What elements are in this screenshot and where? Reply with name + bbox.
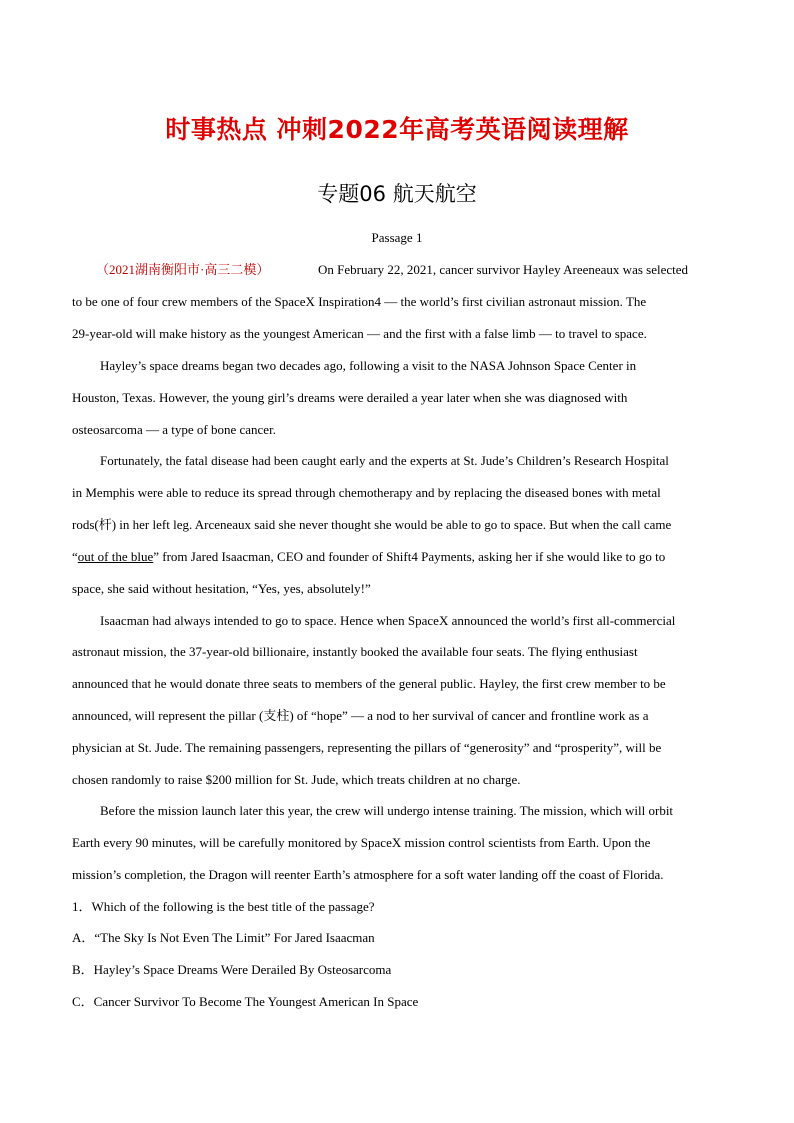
paragraph-3-line-1: Fortunately, the fatal disease had been caught early and the experts at St. Jude’s Children’s Research Hospital (100, 453, 669, 468)
paragraph-3-line-5: space, she said without hesitation, “Yes, yes, absolutely!” (72, 581, 371, 596)
source-tag: （2021湖南衡阳市·高三二模） (96, 262, 270, 277)
paragraph-3-line-4 (72, 549, 665, 565)
quote-rest: ” from Jared Isaacman, CEO and founder of Shift4 Payments, asking her if she would like to go to (153, 549, 666, 564)
underlined-phrase: out of the blue (77, 549, 154, 564)
paragraph-1-line-3: 29-year-old will make history as the youngest American — and the first with a false limb — to travel to space. (72, 326, 647, 341)
paragraph-4-line-1: Isaacman had always intended to go to space. Hence when SpaceX announced the world’s first all-commercial (100, 613, 676, 628)
paragraph-5-line-2: Earth every 90 minutes, will be carefully monitored by SpaceX mission control scientists from Earth. Upon the (72, 835, 651, 850)
paragraph-2-line-1: Hayley’s space dreams began two decades ago, following a visit to the NASA Johnson Space Center in (100, 358, 637, 373)
question-stem: 1．Which of the following is the best title of the passage? (72, 899, 375, 914)
paragraph-2-line-2: Houston, Texas. However, the young girl’s dreams were derailed a year later when she was diagnosed with (72, 390, 628, 405)
topic-subtitle: 专题06 航天航空 (317, 182, 477, 206)
option-b[interactable]: B．Hayley’s Space Dreams Were Derailed By Osteosarcoma (72, 962, 392, 977)
document-title: 时事热点 冲刺2022年高考英语阅读理解 (165, 115, 629, 144)
paragraph-3-line-3: rods(杆) in her left leg. Arceneaux said she never thought she would be able to go to space. But when the call came (72, 517, 672, 532)
paragraph-4-line-5: physician at St. Jude. The remaining passengers, representing the pillars of “generosity” and “prosperity”, will be (72, 740, 662, 755)
paragraph-5-line-3: mission’s completion, the Dragon will reenter Earth’s atmosphere for a soft water landing off the coast of Florida. (72, 867, 664, 882)
paragraph-5-line-1: Before the mission launch later this year, the crew will undergo intense training. The mission, which will orbit (100, 803, 674, 818)
paragraph-4-line-3: announced that he would donate three seats to members of the general public. Hayley, the first crew member to be (72, 676, 666, 691)
paragraph-3-line-2: in Memphis were able to reduce its spread through chemotherapy and by replacing the diseased bones with metal (72, 485, 661, 500)
paragraph-2-line-3: osteosarcoma — a type of bone cancer. (72, 422, 276, 437)
paragraph-4-line-4: announced, will represent the pillar (支柱) of “hope” — a nod to her survival of cancer and frontline work as a (72, 708, 649, 723)
paragraph-4-line-6: chosen randomly to raise $200 million for St. Jude, which treats children at no charge. (72, 772, 521, 787)
paragraph-1-line-2: to be one of four crew members of the SpaceX Inspiration4 — the world’s first civilian astronaut mission. The (72, 294, 647, 309)
paragraph-4-line-2: astronaut mission, the 37-year-old billionaire, instantly booked the available four seats. The flying enthusiast (72, 644, 638, 659)
passage-label: Passage 1 (371, 230, 423, 245)
option-c[interactable]: C．Cancer Survivor To Become The Youngest American In Space (72, 994, 419, 1009)
quote-open: “ (72, 549, 78, 564)
option-a[interactable]: A．“The Sky Is Not Even The Limit” For Jared Isaacman (72, 930, 375, 945)
paragraph-1-line-1: On February 22, 2021, cancer survivor Hayley Areeneaux was selected (318, 262, 689, 277)
